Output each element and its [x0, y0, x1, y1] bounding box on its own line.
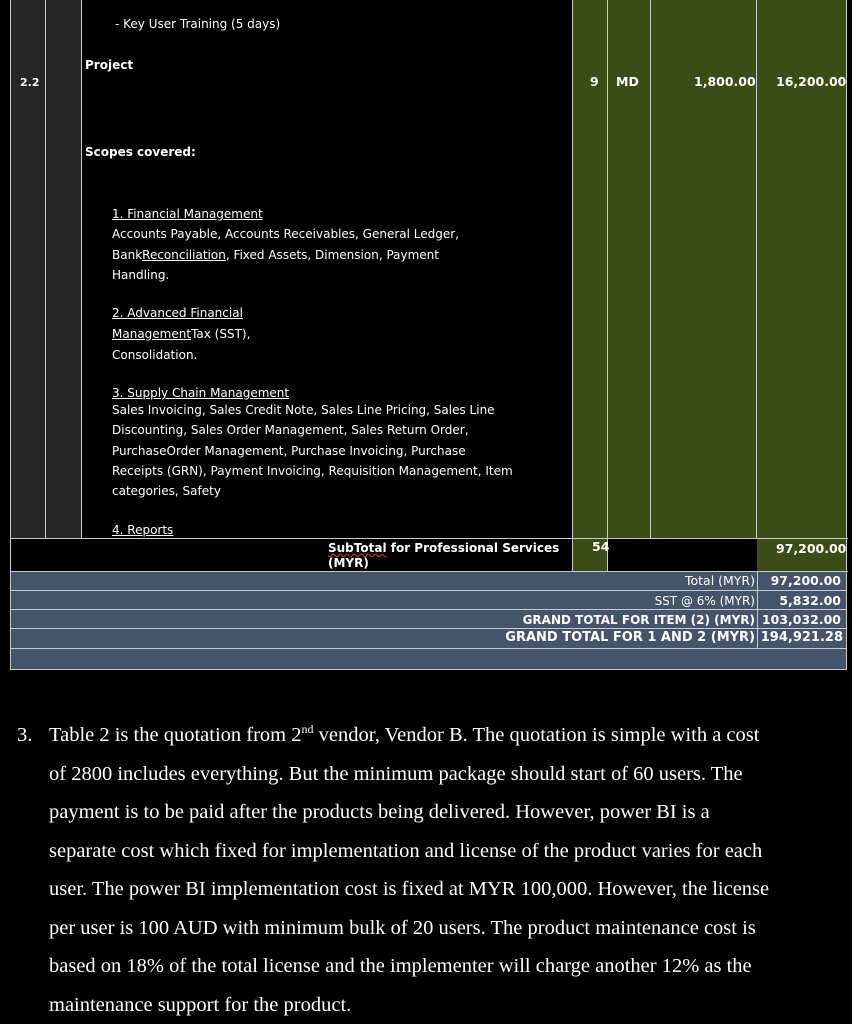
scopes-heading: Scopes covered:: [85, 145, 196, 159]
training-line: - Key User Training (5 days): [115, 17, 281, 31]
qty-value: 9: [590, 74, 599, 89]
scope-1-line-2c: , Fixed Assets, Dimension, Payment: [225, 248, 439, 262]
paragraph-line-7: based on 18% of the total license and the implementer will charge another 12% as the: [49, 955, 752, 977]
scope-2-line-2-rest: Tax (SST),: [191, 327, 251, 341]
paragraph-line-5: user. The power BI implementation cost is fixed at MYR 100,000. However, the license: [49, 878, 770, 900]
paragraph-line-3: payment is to be paid after the products being delivered. However, power BI is a: [49, 801, 710, 823]
paragraph-line-2: of 2800 includes everything. But the minimum package should start of 60 users. The: [49, 762, 743, 785]
subtotal-qty: 54: [592, 539, 610, 554]
scope-3-line-2: Discounting, Sales Order Management, Sales Return Order,: [112, 423, 469, 437]
scope-3-title: 3. Supply Chain Management: [112, 386, 290, 400]
scope-3-line-4: Receipts (GRN), Payment Invoicing, Requisition Management, Item: [112, 464, 513, 478]
scope-1-title: 1. Financial Management: [112, 207, 263, 221]
paragraph-line-4: separate cost which fixed for implementation and license of the product varies for each: [49, 839, 763, 862]
scope-1-line-1: Accounts Payable, Accounts Receivables, General Ledger,: [112, 227, 459, 241]
scope-1-line-2b: Reconciliation: [142, 248, 226, 262]
sst-value: 5,832.00: [779, 593, 841, 608]
totals-divider: [757, 572, 758, 649]
sub-column: [46, 0, 82, 539]
paragraph-line-6: per user is 100 AUD with minimum bulk of 20 users. The product maintenance cost is: [49, 916, 756, 939]
grand-total-all-label: GRAND TOTAL FOR 1 AND 2 (MYR): [505, 630, 755, 645]
paragraph-line-1a: Table 2 is the quotation from 2: [49, 724, 302, 746]
subtotal-left-border: [10, 538, 11, 572]
scope-2-title-cont: Management: [112, 327, 192, 341]
scope-1-line-3: Handling.: [112, 268, 170, 282]
paragraph-line-1: [49, 716, 849, 755]
paragraph-line-8: maintenance support for the product.: [49, 993, 352, 1016]
grand-total-item2-value: 103,032.00: [761, 612, 841, 627]
scope-1-line-2a: Bank: [112, 248, 143, 262]
scope-3-line-5: categories, Safety: [112, 484, 221, 498]
subtotal-label-unit: (MYR): [328, 556, 369, 570]
vendor-b-paragraph: [17, 716, 849, 1024]
subtotal-amount: 97,200.00: [776, 541, 847, 556]
scope-2-line-3: Consolidation.: [112, 348, 198, 362]
scope-1-line-2: [112, 245, 439, 265]
grand-total-all-value: 194,921.28: [760, 630, 843, 645]
paragraph-line-1b: vendor, Vendor B. The quotation is simple with a cost: [313, 724, 760, 746]
item-number: 2.2: [20, 76, 40, 89]
paragraph-number: 3.: [17, 724, 33, 746]
unit-price-value: 1,800.00: [694, 74, 756, 89]
scope-3-line-3: PurchaseOrder Management, Purchase Invoicing, Purchase: [112, 444, 466, 458]
amount-value: 16,200.00: [776, 74, 847, 89]
paragraph-line-1-sup: nd: [301, 722, 314, 737]
scope-2-line-2: [112, 324, 250, 344]
empty-row: [10, 649, 847, 670]
subtotal-label-b: for Professional Services: [386, 541, 560, 555]
total-value: 97,200.00: [770, 573, 841, 588]
scope-4-title: 4. Reports: [112, 523, 174, 537]
unit-value: MD: [616, 74, 639, 89]
total-label: Total (MYR): [684, 573, 755, 588]
project-label: Project: [85, 58, 134, 72]
sst-label: SST @ 6% (MYR): [654, 594, 755, 608]
scope-3-line-1: Sales Invoicing, Sales Credit Note, Sales Line Pricing, Sales Line: [112, 403, 495, 417]
subtotal-label-a: SubTotal: [328, 541, 387, 555]
scope-2-title: 2. Advanced Financial: [112, 306, 243, 320]
grand-total-item2-label: GRAND TOTAL FOR ITEM (2) (MYR): [522, 613, 755, 627]
